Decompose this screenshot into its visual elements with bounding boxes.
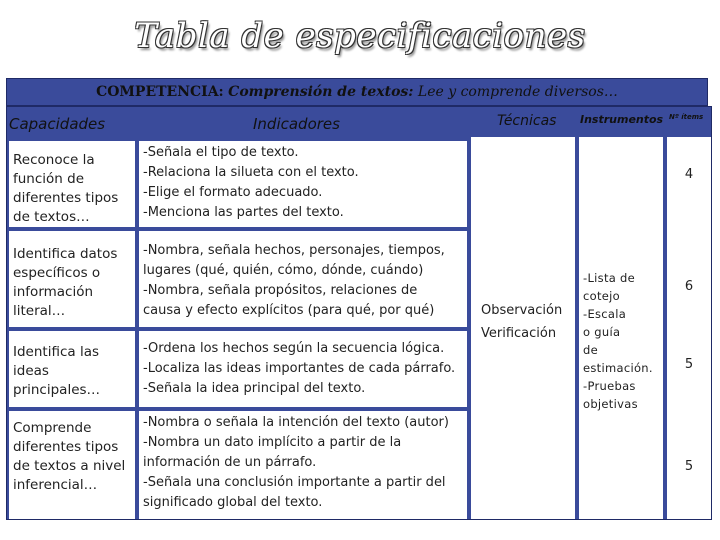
items-cell xyxy=(667,137,711,519)
indicador-cell-3 xyxy=(139,331,467,407)
indicador-line: -Nombra, señala hechos, personajes, tiempos, xyxy=(143,243,445,258)
indicador-line: -Relaciona la silueta con el texto. xyxy=(143,165,359,180)
indicador-line: -Nombra, señala propósitos, relaciones de xyxy=(143,283,418,298)
items-count-3: 5 xyxy=(684,357,694,372)
indicador-line: causa y efecto explícitos (para qué, por qué) xyxy=(143,303,435,318)
items-count-1: 4 xyxy=(684,167,694,182)
instrumento-item: de xyxy=(583,343,598,357)
instrumento-item: -Escala xyxy=(583,307,627,321)
indicador-line: -Señala una conclusión importante a partir del xyxy=(143,475,446,490)
header-items: Nº ítems xyxy=(669,113,704,121)
capacidad-cell-3 xyxy=(9,331,135,407)
indicador-line: información de un párrafo. xyxy=(143,455,317,470)
instrumento-item: -Pruebas xyxy=(583,379,636,393)
header-capacidades: Capacidades xyxy=(9,115,106,133)
indicador-cell-2 xyxy=(139,231,467,327)
items-count-4: 5 xyxy=(684,459,694,474)
instrumento-item: cotejo xyxy=(583,289,620,303)
competencia-title: Comprensión de textos: xyxy=(228,84,414,100)
indicador-line: significado global del texto. xyxy=(143,495,323,510)
indicador-line: -Nombra o señala la intención del texto (autor) xyxy=(143,415,449,430)
capacidad-text-2: Identifica datos específicos o información literal… xyxy=(13,246,118,319)
indicador-list-2 xyxy=(143,241,463,321)
indicador-list-1 xyxy=(143,143,463,223)
header-tecnicas: Técnicas xyxy=(497,113,557,129)
competencia-text: Lee y comprende diversos… xyxy=(417,84,618,100)
indicador-cell-1 xyxy=(139,141,467,227)
items-count-2: 6 xyxy=(684,279,694,294)
indicador-line: -Señala la idea principal del texto. xyxy=(143,381,366,396)
page-title: Tabla de especificaciones xyxy=(134,16,586,56)
header-indicadores: Indicadores xyxy=(253,115,340,133)
indicador-line: -Menciona las partes del texto. xyxy=(143,205,344,220)
instrumentos-list xyxy=(583,269,663,413)
instrumento-item: estimación. xyxy=(583,361,653,375)
instrumento-item: objetivas xyxy=(583,397,638,411)
capacidad-text-3: Identifica las ideas principales… xyxy=(13,344,101,398)
tecnicas-list xyxy=(481,299,575,345)
capacidad-text-1: Reconoce la función de diferentes tipos de textos… xyxy=(13,152,119,225)
spec-table xyxy=(6,106,712,520)
capacidad-text-4: Comprende diferentes tipos de textos a nivel inferencial… xyxy=(13,420,126,493)
indicador-cell-4 xyxy=(139,411,467,519)
capacidad-cell-2 xyxy=(9,231,135,327)
capacidad-cell-1 xyxy=(9,141,135,227)
instrumentos-cell xyxy=(579,137,663,519)
indicador-line: -Señala el tipo de texto. xyxy=(143,145,299,160)
indicador-line: -Nombra un dato implícito a partir de la xyxy=(143,435,402,450)
indicador-list-4 xyxy=(143,413,463,513)
competencia-label: COMPETENCIA: xyxy=(96,84,224,100)
header-instrumentos: Instrumentos xyxy=(580,113,664,126)
indicador-line: -Elige el formato adecuado. xyxy=(143,185,323,200)
indicador-line: lugares (qué, quién, cómo, dónde, cuándo) xyxy=(143,263,424,278)
competencia-bar xyxy=(6,78,708,106)
instrumento-item: o guía xyxy=(583,325,621,339)
tecnica-item: Observación xyxy=(481,303,563,318)
indicador-line: -Ordena los hechos según la secuencia lógica. xyxy=(143,341,445,356)
instrumento-item: -Lista de xyxy=(583,271,636,285)
tecnica-item: Verificación xyxy=(481,326,557,341)
indicador-line: -Localiza las ideas importantes de cada párrafo. xyxy=(143,361,456,376)
capacidad-cell-4 xyxy=(9,411,135,519)
indicador-list-3 xyxy=(143,339,463,399)
tecnicas-cell xyxy=(471,137,575,519)
